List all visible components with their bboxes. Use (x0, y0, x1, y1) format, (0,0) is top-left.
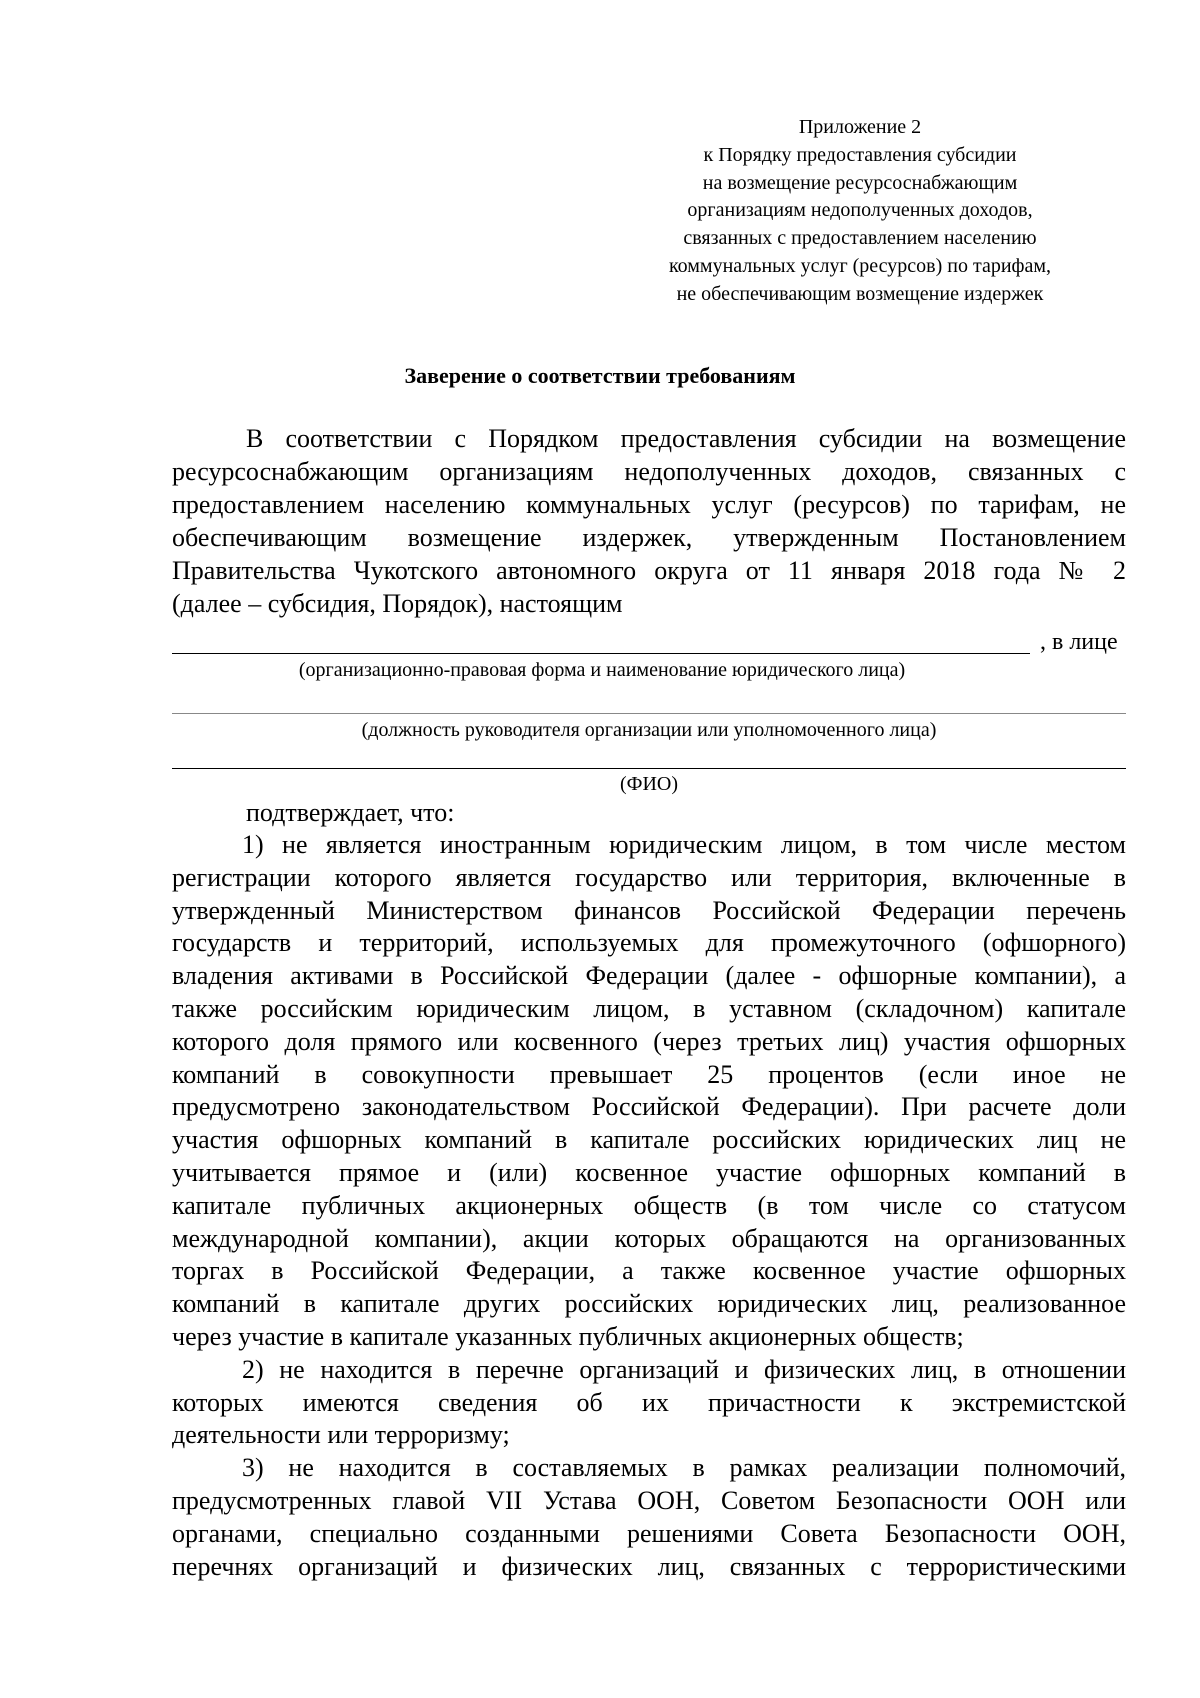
appendix-line: связанных с предоставлением населению (683, 227, 1037, 250)
appendix-line: не обеспечивающим возмещение издержек (676, 282, 1044, 305)
item-1-line: капитале публичных акционерных обществ (в том числе со статусом (172, 1190, 1126, 1220)
org-name-field-line[interactable] (172, 653, 1030, 654)
appendix-header (620, 114, 1100, 309)
appendix-line: организациям недополученных доходов, (687, 199, 1033, 222)
item-3-line: 3) не находится в составляемых в рамках реализации полномочий, (242, 1453, 1126, 1483)
item-1-line: государств и территорий, используемых для промежуточного (офшорного) (172, 928, 1126, 958)
fio-field-line[interactable] (172, 768, 1126, 769)
confirms-text: подтверждает, что: (246, 798, 455, 827)
item-1-line: участия офшорных компаний в капитале российских юридических лиц не (172, 1125, 1126, 1155)
intro-paragraph (172, 422, 1126, 620)
intro-line: В соответствии с Порядком предоставления субсидии на возмещение (246, 424, 1126, 453)
item-1-line: утвержденный Министерством финансов Российской Федерации перечень (172, 895, 1126, 925)
item-3-line: перечнях организаций и физических лиц, связанных с террористическими (172, 1551, 1126, 1581)
item-2-line: которых имеются сведения об их причастности к экстремистской (172, 1387, 1126, 1417)
appendix-line: к Порядку предоставления субсидии (703, 143, 1017, 166)
item-1-line: владения активами в Российской Федерации (далее - офшорные компании), а (172, 961, 1126, 991)
intro-line: обеспечивающим возмещение издержек, утвержденным Постановлением (172, 523, 1126, 552)
item-1-line: учитывается прямое и (или) косвенное участие офшорных компаний в (172, 1157, 1126, 1187)
item-1-line: также российским юридическим лицом, в уставном (складочном) капитале (172, 993, 1126, 1023)
item-1-line: международной компании), акции которых обращаются на организованных (172, 1223, 1126, 1253)
item-1-line: через участие в капитале указанных публичных акционерных обществ; (172, 1321, 964, 1351)
item-1-line: компаний в совокупности превышает 25 процентов (если иное не (172, 1059, 1126, 1089)
item-2-line: деятельности или терроризму; (172, 1420, 510, 1450)
document-title: Заверение о соответствии требованиям (404, 363, 796, 388)
appendix-line: на возмещение ресурсоснабжающим (702, 171, 1018, 194)
item-1-line: регистрации которого является государство или территория, включенные в (172, 862, 1126, 892)
item-1-line: 1) не является иностранным юридическим лицом, в том числе местом (242, 830, 1126, 859)
requirements-list (172, 829, 1126, 1583)
intro-line: (далее – субсидия, Порядок), настоящим (172, 589, 623, 618)
item-1-line: компаний в капитале других российских юридических лиц, реализованное (172, 1289, 1126, 1319)
item-1-line: предусмотрено законодательством Российской Федерации). При расчете доли (172, 1092, 1126, 1122)
item-2-line: 2) не находится в перечне организаций и физических лиц, в отношении (242, 1354, 1126, 1384)
org-field-suffix: , в лице (1040, 629, 1118, 655)
position-field-caption: (должность руководителя организации или уполномоченного лица) (361, 719, 937, 741)
item-1-line: торгах в Российской Федерации, а также косвенное участие офшорных (172, 1256, 1126, 1286)
intro-line: Правительства Чукотского автономного округа от 11 января 2018 года № 2 (172, 556, 1126, 585)
intro-line: предоставлением населению коммунальных услуг (ресурсов) по тарифам, не (172, 490, 1126, 519)
appendix-line: Приложение 2 (798, 116, 922, 138)
org-field-caption: (организационно-правовая форма и наименование юридического лица) (298, 659, 906, 681)
item-3-line: органами, специально созданными решениями Совета Безопасности ООН, (172, 1518, 1126, 1548)
appendix-line: коммунальных услуг (ресурсов) по тарифам, (668, 254, 1052, 277)
item-3-line: предусмотренных главой VII Устава ООН, Советом Безопасности ООН или (172, 1485, 1126, 1515)
intro-line: ресурсоснабжающим организациям недополученных доходов, связанных с (172, 457, 1126, 486)
fio-field-caption: (ФИО) (619, 773, 678, 795)
item-1-line: которого доля прямого или косвенного (через третьих лиц) участия офшорных (172, 1026, 1126, 1056)
position-field-line[interactable] (172, 713, 1126, 714)
